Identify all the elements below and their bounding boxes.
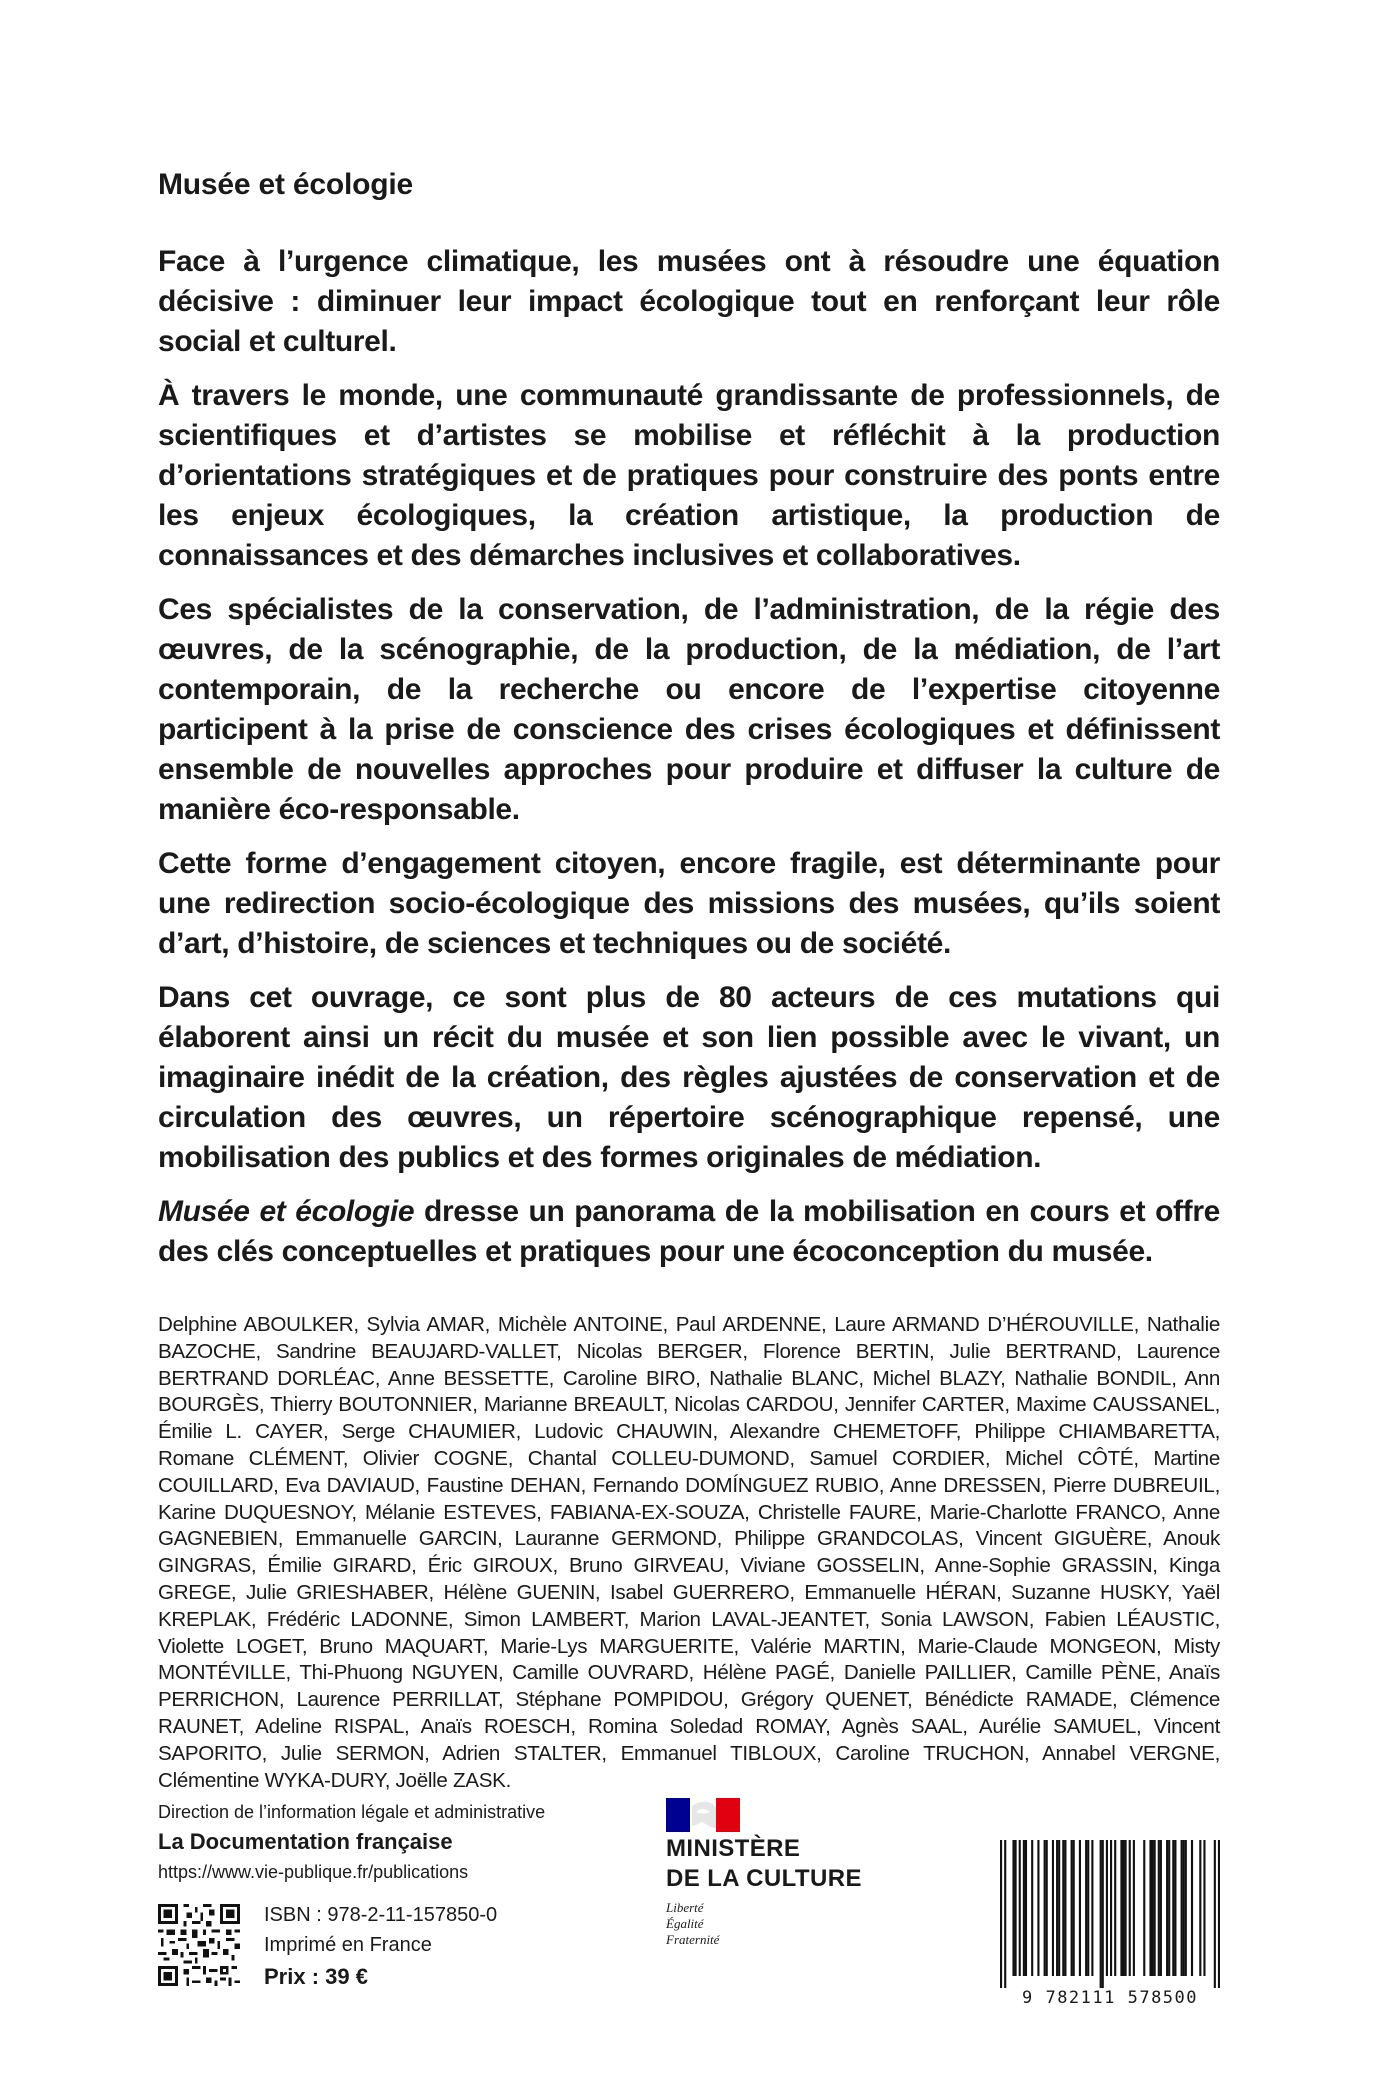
page-title: Musée et écologie bbox=[158, 168, 414, 201]
barcode-bar bbox=[1100, 1840, 1102, 1988]
barcode-bar bbox=[1064, 1840, 1066, 1976]
barcode-bar bbox=[1102, 1840, 1104, 1988]
barcode-bar bbox=[1087, 1840, 1089, 1976]
publisher-block bbox=[158, 1798, 618, 1989]
barcode-bar bbox=[1152, 1840, 1154, 1976]
barcode-bar bbox=[1174, 1840, 1176, 1976]
barcode-block bbox=[1000, 1840, 1220, 2020]
price: Prix : 39 € bbox=[264, 1964, 368, 1989]
barcode-bar bbox=[1172, 1840, 1174, 1976]
imprint: Imprimé en France bbox=[264, 1934, 432, 1956]
description bbox=[158, 242, 1220, 1272]
barcode-bar bbox=[1110, 1840, 1112, 1976]
barcode-bar bbox=[1133, 1840, 1135, 1976]
motto-egalite: Égalité bbox=[666, 1916, 704, 1931]
barcode-bar bbox=[1203, 1840, 1205, 1976]
barcode-bar bbox=[1071, 1840, 1073, 1976]
qr-code-icon bbox=[158, 1904, 240, 1986]
publisher-direction: Direction de l’information légale et administrative bbox=[158, 1802, 546, 1822]
isbn-block bbox=[264, 1900, 497, 1994]
motto-liberte: Liberté bbox=[666, 1900, 704, 1915]
barcode-bar bbox=[1214, 1840, 1216, 1988]
barcode-bar bbox=[1004, 1840, 1006, 1988]
barcode-bar bbox=[1012, 1840, 1014, 1976]
barcode-bar bbox=[1062, 1840, 1064, 1976]
paragraph: À travers le monde, une communauté grandissante de professionnels, de scientifiques et d’artistes se mobilise et réfléchit à la production d’orientations stratégiques et de pratiques pour construire des ponts entre les enjeux écologiques, la création artistique, la production de connaissances et des démarches inclusives et collaboratives. bbox=[158, 379, 1220, 572]
ministry-name-line1: MINISTÈRE bbox=[666, 1835, 801, 1862]
barcode-bar bbox=[1168, 1840, 1170, 1976]
barcode-bar bbox=[1031, 1840, 1033, 1976]
barcode-bar bbox=[1052, 1840, 1054, 1976]
barcode-bar bbox=[1073, 1840, 1075, 1976]
back-cover bbox=[158, 168, 1220, 1794]
motto-fraternite: Fraternité bbox=[666, 1932, 720, 1947]
barcode-bar bbox=[1160, 1840, 1162, 1976]
isbn: ISBN : 978-2-11-157850-0 bbox=[264, 1904, 498, 1926]
barcode-bar bbox=[1185, 1840, 1187, 1976]
republic-motto bbox=[666, 1900, 896, 1948]
barcode-bar bbox=[1125, 1840, 1127, 1976]
barcode-bar bbox=[1143, 1840, 1145, 1976]
barcode-bar bbox=[1058, 1840, 1060, 1976]
publisher-url: https://www.vie-publique.fr/publications bbox=[158, 1862, 469, 1882]
barcode-bar bbox=[1046, 1840, 1048, 1976]
barcode-bar bbox=[1218, 1840, 1220, 1988]
barcode-bar bbox=[1025, 1840, 1027, 1976]
closing-text: dresse un panorama de la mobilisation en cours et offre des clés conceptuelles et pratiques pour une écoconception du musée. bbox=[158, 1195, 1220, 1268]
barcode-bar bbox=[1079, 1840, 1081, 1976]
barcode-digits: 9 782111 578500 bbox=[1021, 1988, 1199, 2008]
barcode-bar bbox=[1114, 1840, 1116, 1976]
ministry-logo bbox=[666, 1798, 896, 1948]
barcode-bar bbox=[1149, 1840, 1151, 1976]
marianne-logo-icon bbox=[666, 1798, 740, 1832]
barcode-bar bbox=[1037, 1840, 1039, 1976]
ministry-name-line2: DE LA CULTURE bbox=[666, 1865, 862, 1892]
barcode-bar bbox=[1085, 1840, 1087, 1976]
barcode-icon bbox=[1000, 1840, 1220, 1988]
paragraph: Dans cet ouvrage, ce sont plus de 80 acteurs de ces mutations qui élaborent ainsi un récit du musée et son lien possible avec le vivant, un imaginaire inédit de la création, des règles ajustées de conservation et de circulation des œuvres, un répertoire scénographique repensé, une mobilisation des publics et des formes originales de médiation. bbox=[158, 981, 1220, 1174]
barcode-bar bbox=[1091, 1840, 1093, 1976]
barcode-bar bbox=[1154, 1840, 1156, 1976]
barcode-bar bbox=[1106, 1840, 1108, 1976]
paragraph: Face à l’urgence climatique, les musées ont à résoudre une équation décisive : diminuer leur impact écologique tout en renforçant leur rôle social et culturel. bbox=[158, 245, 1220, 358]
barcode-bar bbox=[1183, 1840, 1185, 1976]
barcode-bar bbox=[1166, 1840, 1168, 1976]
footer bbox=[158, 1798, 1220, 2018]
authors-list: Delphine ABOULKER, Sylvia AMAR, Michèle ANTOINE, Paul ARDENNE, Laure ARMAND D’HÉROUVILLE, Nathalie BAZOCHE, Sandrine BEAUJARD-VALLET, Nicolas BERGER, Florence BERTIN, Julie BERTRAND, Laurence BERTRAND DORLÉAC, Anne BESSETTE, Caroline BIRO, Nathalie BLANC, Michel BLAZY, Nathalie BONDIL, Ann BOURGÈS, Thierry BOUTONNIER, Marianne BREAULT, Nicolas CARDOU, Jennifer CARTER, Maxime CAUSSANEL, Émilie L. CAYER, Serge CHAUMIER, Ludovic CHAUWIN, Alexandre CHEMETOFF, Philippe CHIAMBARETTA, Romane CLÉMENT, Olivier COGNE, Chantal COLLEU-DUMOND, Samuel CORDIER, Michel CÔTÉ, Martine COUILLARD, Eva DAVIAUD, Faustine DEHAN, Fernando DOMÍNGUEZ RUBIO, Anne DRESSEN, Pierre DUBREUIL, Karine DUQUESNOY, Mélanie ESTEVES, FABIANA-EX-SOUZA, Christelle FAURE, Marie-Charlotte FRANCO, Anne GAGNEBIEN, Emmanuelle GARCIN, Lauranne GERMOND, Philippe GRANDCOLAS, Vincent GIGUÈRE, Anouk GINGRAS, Émilie GIRARD, Éric GIROUX, Bruno GIRVEAU, Viviane GOSSELIN, Anne-Sophie GRASSIN, Kinga GREGE, Julie GRIESHABER, Hélène GUENIN, Isabel GUERRERO, Emmanuelle HÉRAN, Suzanne HUSKY, Yaël KREPLAK, Frédéric LADONNE, Simon LAMBERT, Marion LAVAL-JEANTET, Sonia LAWSON, Fabien LÉAUSTIC, Violette LOGET, Bruno MAQUART, Marie-Lys MARGUERITE, Valérie MARTIN, Marie-Claude MONGEON, Misty MONTÉVILLE, Thi-Phuong NGUYEN, Camille OUVRARD, Hélène PAGÉ, Danielle PAILLIER, Camille PÈNE, Anaïs PERRICHON, Laurence PERRILLAT, Stéphane POMPIDOU, Grégory QUENET, Bénédicte RAMADE, Clémence RAUNET, Adeline RISPAL, Anaïs ROESCH, Romina Soledad ROMAY, Agnès SAAL, Aurélie SAMUEL, Vincent SAPORITO, Julie SERMON, Adrien STALTER, Emmanuel TIBLOUX, Caroline TRUCHON, Annabel VERGNE, Clémentine WYKA-DURY, Joëlle ZASK. bbox=[158, 1313, 1220, 1792]
barcode-bar bbox=[1191, 1840, 1193, 1976]
barcode-bar bbox=[1019, 1840, 1021, 1976]
barcode-bar bbox=[1120, 1840, 1122, 1976]
barcode-bar bbox=[1129, 1840, 1131, 1976]
book-title-italic: Musée et écologie bbox=[158, 1195, 415, 1228]
publisher-name: La Documentation française bbox=[158, 1829, 453, 1854]
barcode-bar bbox=[1199, 1840, 1201, 1976]
barcode-bar bbox=[1015, 1840, 1017, 1976]
barcode-bar bbox=[1056, 1840, 1058, 1976]
paragraph: Cette forme d’engagement citoyen, encore fragile, est déterminante pour une redirection socio-écologique des missions des musées, qu’ils soient d’art, d’histoire, de sciences et techniques ou de société. bbox=[158, 847, 1220, 960]
qr-isbn-row bbox=[158, 1904, 618, 1994]
barcode-bar bbox=[1044, 1840, 1046, 1976]
barcode-bar bbox=[1158, 1840, 1160, 1976]
barcode-bar bbox=[1023, 1840, 1025, 1976]
closing-paragraph bbox=[158, 1192, 1220, 1272]
barcode-bar bbox=[1122, 1840, 1124, 1976]
barcode-bar bbox=[1000, 1840, 1002, 1988]
paragraph: Ces spécialistes de la conservation, de l’administration, de la régie des œuvres, de la scénographie, de la production, de la médiation, de l’art contemporain, de la recherche ou encore de l’expertise citoyenne participent à la prise de conscience des crises écologiques et définissent ensemble de nouvelles approches pour produire et diffuser la culture de manière éco-responsable. bbox=[158, 593, 1220, 826]
barcode-bar bbox=[1181, 1840, 1183, 1976]
